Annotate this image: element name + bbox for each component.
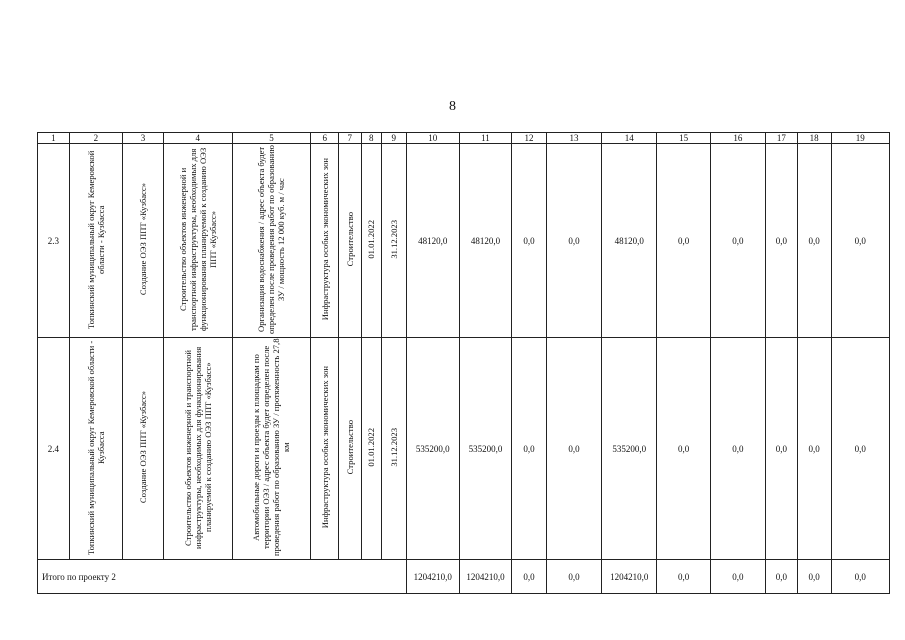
end-date-cell — [382, 144, 407, 338]
value-cell: 0,0 — [766, 338, 798, 560]
work-type-cell — [339, 144, 362, 338]
row-number: 2.3 — [38, 144, 70, 338]
value-cell: 0,0 — [546, 144, 601, 338]
value-cell: 0,0 — [831, 144, 889, 338]
value-cell: 48120,0 — [602, 144, 657, 338]
project-text: Создание ОЭЗ ППТ «Кузбасс» — [137, 391, 148, 504]
start-date-text: 01.01.2022 — [366, 220, 377, 259]
total-value-cell: 1204210,0 — [459, 560, 511, 594]
start-date-cell — [361, 338, 381, 560]
municipality-cell — [69, 144, 122, 338]
header-cell: 14 — [602, 133, 657, 144]
value-cell: 0,0 — [657, 144, 710, 338]
value-cell: 535200,0 — [602, 338, 657, 560]
value-cell: 0,0 — [831, 338, 889, 560]
header-cell: 4 — [163, 133, 232, 144]
header-cell: 2 — [69, 133, 122, 144]
municipality-text: Топкинский муниципальный округ Кемеровской области - Кузбасса — [85, 340, 106, 555]
work-type-cell — [339, 338, 362, 560]
total-value-cell: 0,0 — [657, 560, 710, 594]
start-date-cell — [361, 144, 381, 338]
purpose-cell — [163, 338, 232, 560]
header-cell: 18 — [797, 133, 831, 144]
value-cell: 0,0 — [512, 144, 547, 338]
value-cell: 0,0 — [797, 338, 831, 560]
total-value-cell: 0,0 — [710, 560, 765, 594]
table-row — [38, 144, 890, 338]
table-header-row — [38, 133, 890, 144]
work-type-text: Строительство — [344, 212, 355, 267]
header-cell: 8 — [361, 133, 381, 144]
value-cell: 48120,0 — [459, 144, 511, 338]
header-cell: 16 — [710, 133, 765, 144]
end-date-text: 31.12.2023 — [388, 428, 399, 467]
total-value-cell: 0,0 — [797, 560, 831, 594]
purpose-text: Строительство объектов инженерной и транспортной инфраструктуры, необходимых для функционирования планируемой к созданию ОЭЗ ППТ «Кузбасс» — [182, 346, 213, 549]
header-cell: 6 — [311, 133, 339, 144]
category-text: Инфраструктура особых экономических зон — [319, 158, 330, 321]
row-number: 2.4 — [38, 338, 70, 560]
value-cell: 0,0 — [657, 338, 710, 560]
value-cell: 0,0 — [797, 144, 831, 338]
total-value-cell: 0,0 — [546, 560, 601, 594]
category-text: Инфраструктура особых экономических зон — [319, 366, 330, 529]
end-date-cell — [382, 338, 407, 560]
total-value-cell: 0,0 — [766, 560, 798, 594]
object-text: Организация водоснабжения / адрес объекта будет определен после проведения работ по образованию ЗУ / мощность 12 000 куб. м / час — [256, 145, 287, 334]
project-text: Создание ОЭЗ ППТ «Кузбасс» — [137, 183, 148, 296]
header-cell: 5 — [232, 133, 311, 144]
category-cell — [311, 144, 339, 338]
header-cell: 3 — [122, 133, 163, 144]
header-cell: 17 — [766, 133, 798, 144]
value-cell: 535200,0 — [459, 338, 511, 560]
page-number: 8 — [449, 99, 456, 114]
header-cell: 10 — [406, 133, 459, 144]
header-cell: 1 — [38, 133, 70, 144]
end-date-text: 31.12.2023 — [388, 220, 399, 259]
total-value-cell: 0,0 — [512, 560, 547, 594]
category-cell — [311, 338, 339, 560]
object-cell — [232, 338, 311, 560]
total-value-cell: 1204210,0 — [406, 560, 459, 594]
work-type-text: Строительство — [344, 420, 355, 475]
total-value-cell: 0,0 — [831, 560, 889, 594]
header-cell: 15 — [657, 133, 710, 144]
value-cell: 0,0 — [512, 338, 547, 560]
total-label: Итого по проекту 2 — [38, 560, 407, 594]
total-value-cell: 1204210,0 — [602, 560, 657, 594]
value-cell: 535200,0 — [406, 338, 459, 560]
municipality-text: Топкинский муниципальный округ Кемеровской области - Кузбасса — [85, 150, 106, 329]
value-cell: 0,0 — [710, 144, 765, 338]
value-cell: 0,0 — [766, 144, 798, 338]
project-cell — [122, 144, 163, 338]
project-cell — [122, 338, 163, 560]
header-cell: 9 — [382, 133, 407, 144]
object-text: Автомобильные дороги и проезды к площадкам по территории ОЭЗ / адрес объекта будет определен после проведения работ по образованию ЗУ / протяженность 27,8 км — [251, 338, 292, 557]
purpose-text: Строительство объектов инженерной и транспортной инфраструктуры, необходимых для функционирования планируемой к созданию ОЭЗ ППТ «Кузбасс» — [177, 147, 218, 332]
header-cell: 13 — [546, 133, 601, 144]
value-cell: 0,0 — [546, 338, 601, 560]
object-cell — [232, 144, 311, 338]
total-row — [38, 560, 890, 594]
purpose-cell — [163, 144, 232, 338]
start-date-text: 01.01.2022 — [366, 428, 377, 467]
value-cell: 48120,0 — [406, 144, 459, 338]
header-cell: 19 — [831, 133, 889, 144]
header-cell: 11 — [459, 133, 511, 144]
table-row — [38, 338, 890, 560]
header-cell: 7 — [339, 133, 362, 144]
municipality-cell — [69, 338, 122, 560]
investment-table — [37, 132, 890, 594]
value-cell: 0,0 — [710, 338, 765, 560]
header-cell: 12 — [512, 133, 547, 144]
